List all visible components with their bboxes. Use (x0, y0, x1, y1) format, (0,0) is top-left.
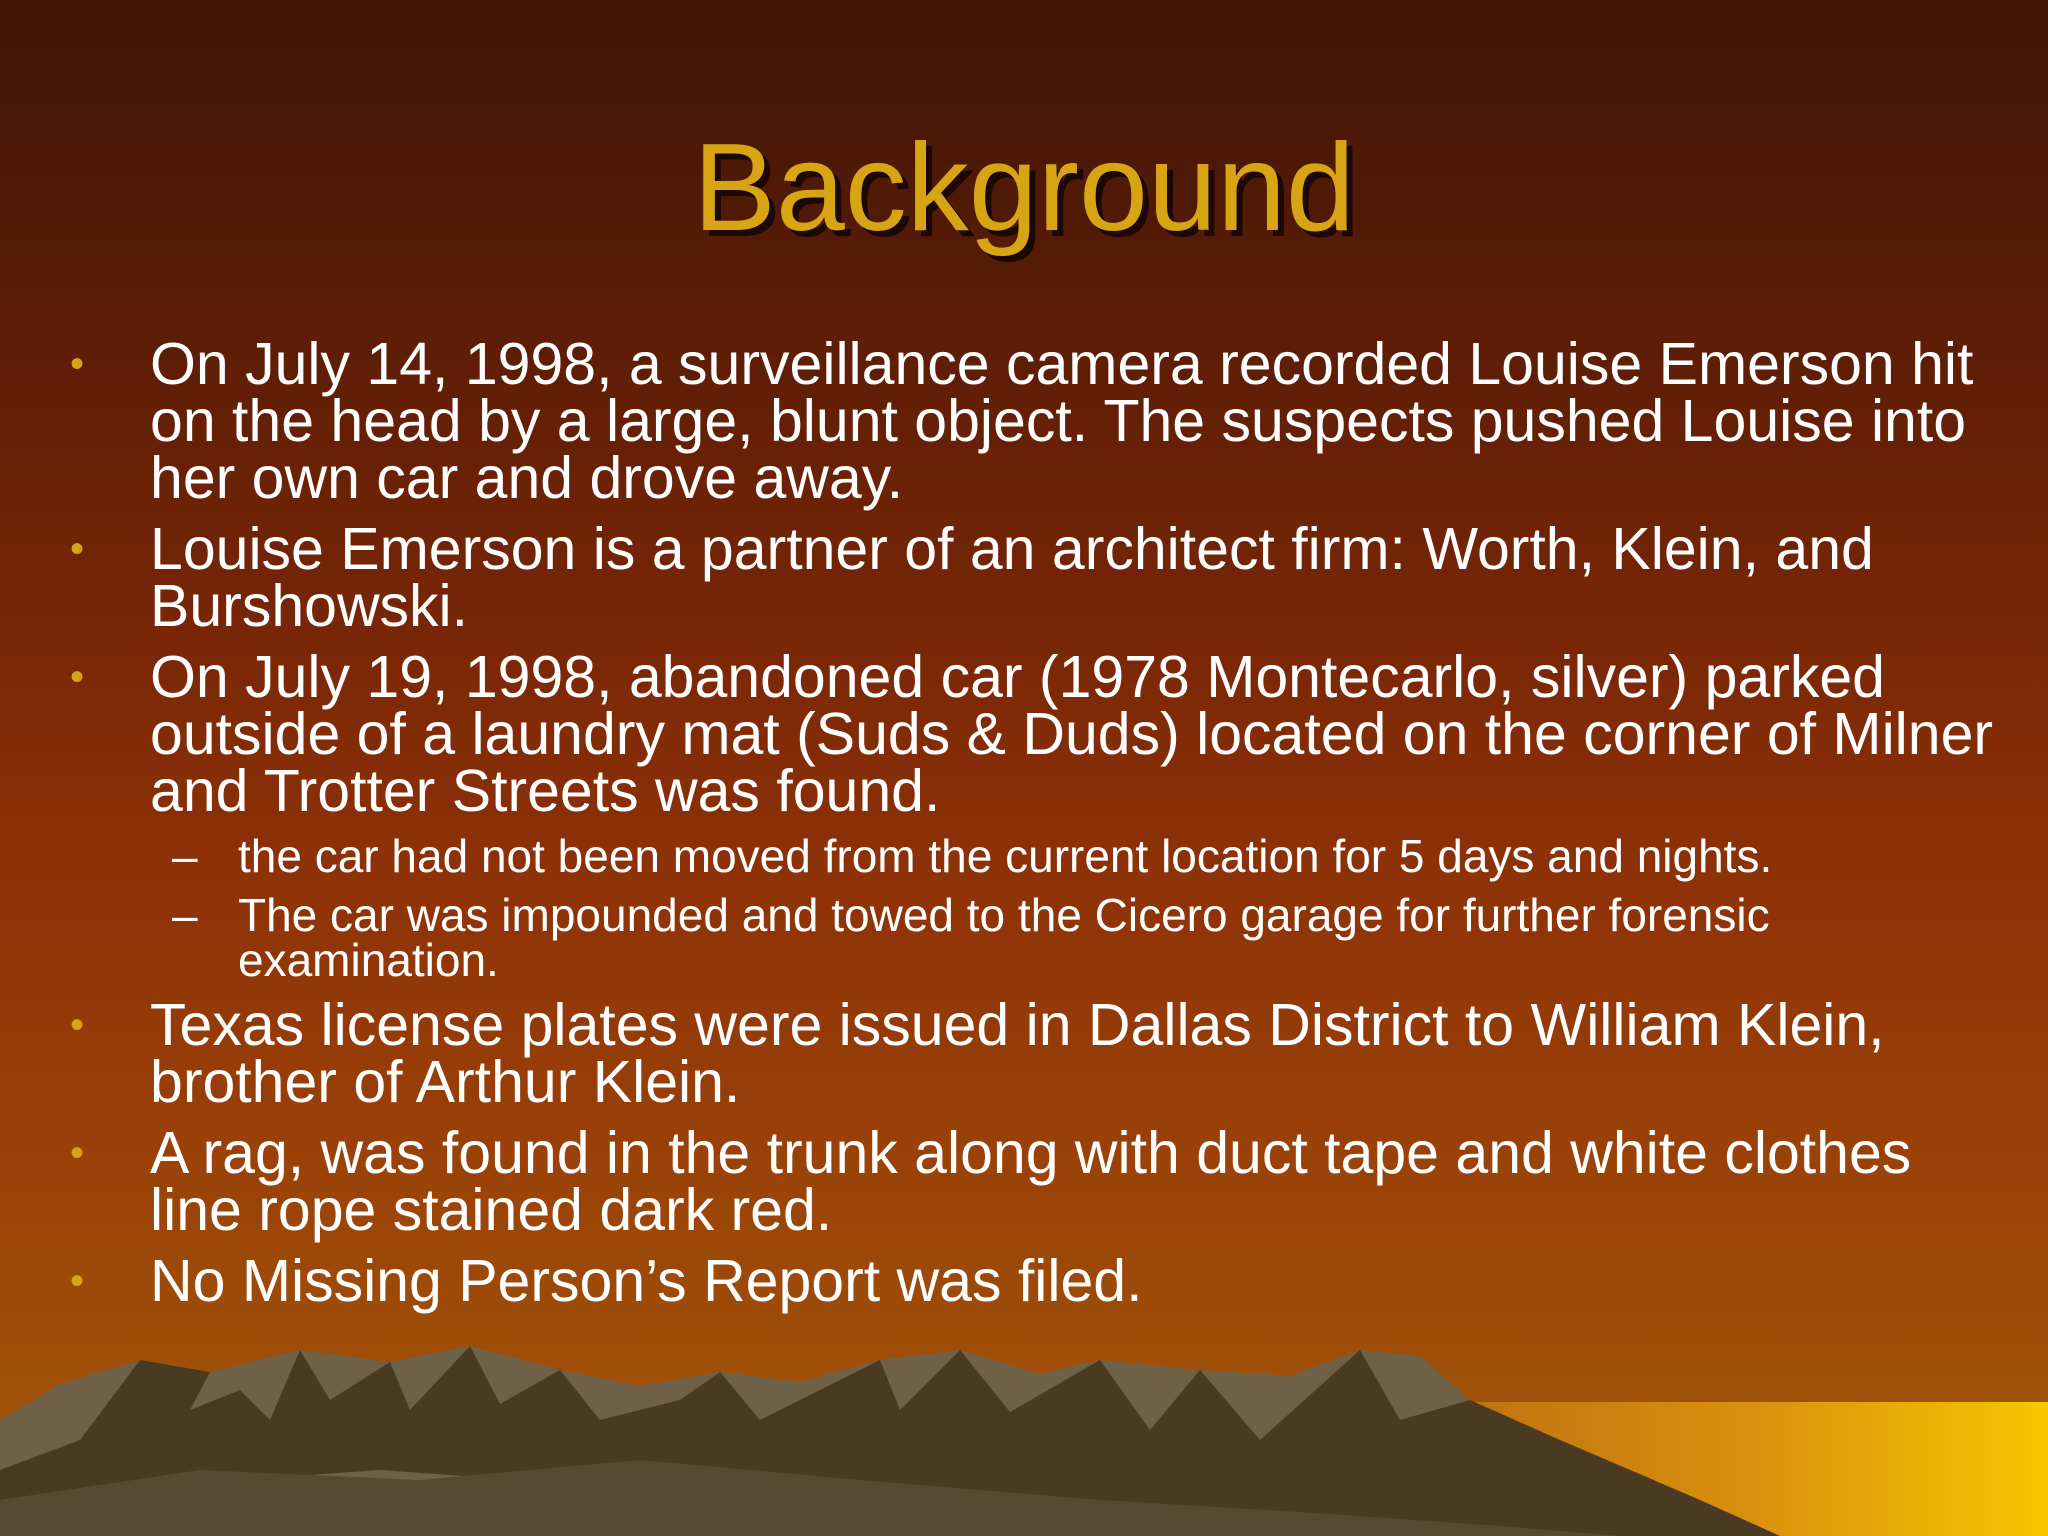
bullet-text: On July 19, 1998, abandoned car (1978 Montecarlo, silver) parked outside of a laundry mat (Suds & Duds) located on the corner of Milner and Trotter Streets was found. (150, 644, 1994, 824)
sub-bullet-item (70, 830, 2000, 882)
bullet-text: Louise Emerson is a partner of an architect firm: Worth, Klein, and Burshowski. (150, 516, 1874, 639)
slide-title: Background (693, 119, 1355, 257)
bullet-item (70, 1120, 2000, 1243)
bullet-icon: • (70, 1131, 85, 1175)
bullet-list (70, 331, 2000, 1324)
bullet-text: On July 14, 1998, a surveillance camera recorded Louise Emerson hit on the head by a large, blunt object. The suspects pushed Louise into her own car and drove away. (150, 331, 1974, 511)
sub-bullet-list (70, 830, 2000, 986)
bullet-text: Texas license plates were issued in Dallas District to William Klein, brother of Arthur Klein. (150, 992, 1885, 1115)
mountain-shadow (0, 1346, 1780, 1536)
sub-bullet-text: the car had not been moved from the current location for 5 days and nights. (238, 830, 1773, 882)
mountain-range (0, 1346, 1780, 1536)
bullet-icon: • (70, 527, 85, 571)
bullet-item (70, 644, 2000, 824)
bullet-icon: • (70, 655, 85, 699)
bullet-text: A rag, was found in the trunk along with duct tape and white clothes line rope stained dark red. (150, 1120, 1912, 1243)
bullet-icon: • (70, 1259, 85, 1303)
bullet-item (70, 992, 2000, 1115)
sub-bullet-item (70, 889, 2000, 986)
sunset-horizon (1380, 1402, 2048, 1536)
mountain-foreground (0, 1460, 1620, 1536)
bullet-item (70, 516, 2000, 639)
bullet-icon: • (70, 342, 85, 386)
bullet-icon: • (70, 1003, 85, 1047)
dash-icon: – (172, 830, 198, 882)
bullet-item (70, 331, 2000, 511)
sub-bullet-text: The car was impounded and towed to the Cicero garage for further forensic examination. (238, 889, 1770, 986)
bullet-text: No Missing Person’s Report was filed. (150, 1248, 1143, 1314)
bullet-item (70, 1248, 2000, 1314)
dash-icon: – (172, 889, 198, 941)
